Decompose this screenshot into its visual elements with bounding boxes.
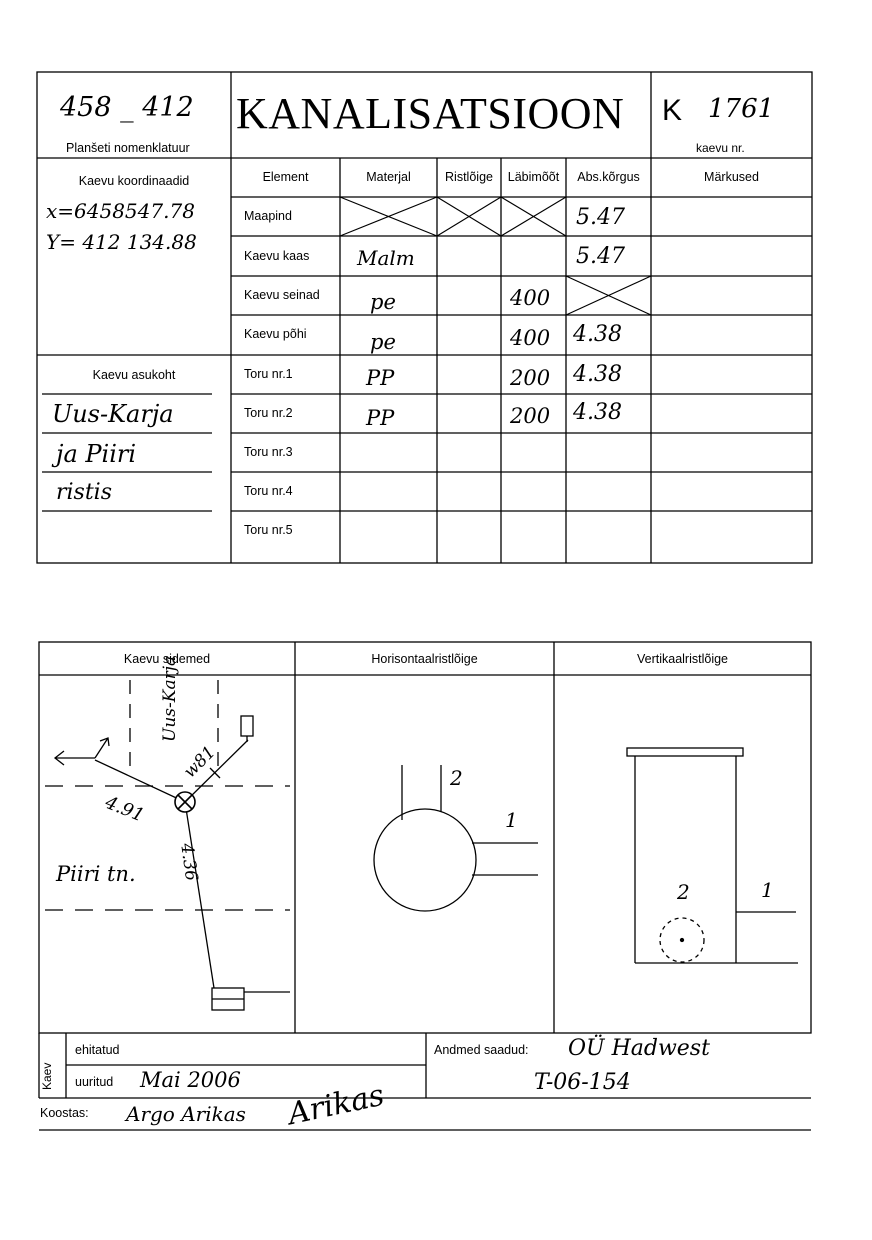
col-header-material: Materjal <box>366 170 411 184</box>
plansheet-value: 458 _ 412 <box>60 92 194 123</box>
row-element-label: Maapind <box>244 209 292 223</box>
street-label-piiri: Piiri tn. <box>56 862 136 886</box>
col-header-diameter: Läbimõõt <box>507 170 560 184</box>
vertical-pipe-1-label: 1 <box>761 878 774 902</box>
signature: Arikas <box>285 1077 388 1133</box>
well-number: 1761 <box>708 94 775 124</box>
plansheet-label: Planšeti nomenklatuur <box>66 141 190 155</box>
cell-abs-height: 5.47 <box>576 205 625 230</box>
row-element-label: Toru nr.2 <box>244 406 293 420</box>
data-source-code: T-06-154 <box>534 1070 631 1095</box>
page-title: KANALISATSIOON <box>236 89 625 138</box>
distance-label: 4.36 <box>176 842 202 883</box>
row-element-label: Toru nr.1 <box>244 367 293 381</box>
coordinate-y: Y= 412 134.88 <box>46 230 197 254</box>
well-number-label: kaevu nr. <box>696 141 745 155</box>
row-element-label: Kaevu põhi <box>244 327 307 341</box>
row-element-label: Toru nr.4 <box>244 484 293 498</box>
built-label: ehitatud <box>75 1043 120 1057</box>
cell-material: pe <box>370 290 396 314</box>
col-header-abs-height: Abs.kõrgus <box>577 170 640 184</box>
distance-label: w81 <box>180 742 220 783</box>
location-label: Kaevu asukoht <box>92 368 176 382</box>
compiled-value: Argo Arikas <box>126 1102 246 1126</box>
coordinates-label: Kaevu koordinaadid <box>78 174 190 188</box>
col-header-notes: Märkused <box>704 170 759 184</box>
coordinate-x: x=6458547.78 <box>46 199 195 223</box>
cell-material: Malm <box>357 246 415 270</box>
row-element-label: Kaevu kaas <box>244 249 310 263</box>
row-element-label: Toru nr.5 <box>244 523 293 537</box>
cell-diameter: 400 <box>510 286 551 310</box>
cell-abs-height: 4.38 <box>573 400 622 425</box>
row-element-label: Toru nr.3 <box>244 445 293 459</box>
sketch-header-vertical: Vertikaalristlõige <box>636 652 728 666</box>
cell-material: PP <box>366 406 395 430</box>
footer-side-label: Kaev <box>40 1062 54 1090</box>
distance-label: 4.91 <box>102 792 148 827</box>
cell-abs-height: 4.38 <box>573 322 622 347</box>
location-line-2: ja Piiri <box>56 440 137 468</box>
horizontal-pipe-1-label: 1 <box>505 808 518 832</box>
street-label-uus-karja: Uus-Karja <box>160 655 180 742</box>
data-source-label: Andmed saadud: <box>434 1043 529 1057</box>
surveyed-label: uuritud <box>75 1075 114 1089</box>
col-header-element: Element <box>262 170 309 184</box>
compiled-label: Koostas: <box>40 1106 89 1120</box>
cell-diameter: 400 <box>510 326 551 350</box>
cell-material: PP <box>366 366 395 390</box>
surveyed-value: Mai 2006 <box>140 1068 241 1092</box>
horizontal-pipe-2-label: 2 <box>450 766 463 790</box>
sketch-header-horizontal: Horisontaalristlõige <box>371 652 478 666</box>
location-line-3: ristis <box>56 480 113 505</box>
cell-diameter: 200 <box>510 366 551 390</box>
well-prefix: K <box>662 94 683 127</box>
cell-diameter: 200 <box>510 404 551 428</box>
sketch-header-connections: Kaevu sidemed <box>123 652 211 666</box>
cell-material: pe <box>370 330 396 354</box>
vertical-pipe-2-label: 2 <box>677 880 690 904</box>
location-line-1: Uus-Karja <box>52 400 174 428</box>
cell-abs-height: 5.47 <box>576 244 625 269</box>
cell-abs-height: 4.38 <box>573 362 622 387</box>
col-header-cross-section: Ristlõige <box>445 170 493 184</box>
row-element-label: Kaevu seinad <box>244 288 320 302</box>
data-source-value: OÜ Hadwest <box>568 1036 710 1061</box>
